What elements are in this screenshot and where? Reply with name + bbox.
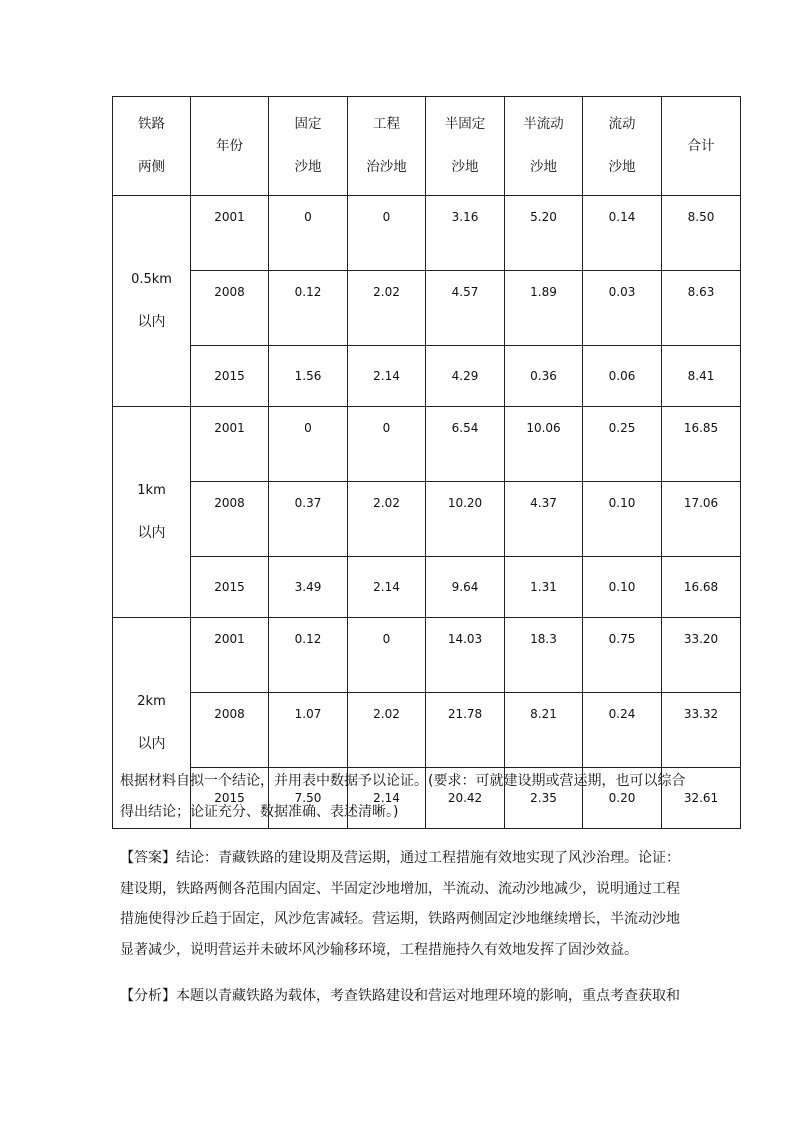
year-cell: 2015 [191, 557, 269, 618]
year-cell: 2008 [191, 693, 269, 768]
table-row [113, 557, 741, 618]
answer-paragraph [120, 843, 690, 965]
value-cell: 21.78 [426, 693, 505, 768]
column-header-text: 铁路 [138, 116, 165, 132]
region-label: 1km [137, 483, 166, 498]
region-cell [113, 196, 191, 407]
value-cell: 2.02 [348, 482, 426, 557]
value-cell: 7.50 [269, 768, 348, 829]
column-header [348, 97, 426, 196]
value-cell: 0.10 [583, 482, 662, 557]
value-cell: 3.16 [426, 196, 505, 271]
year-cell: 2001 [191, 618, 269, 693]
value-cell: 9.64 [426, 557, 505, 618]
value-cell: 0.12 [269, 271, 348, 346]
table-row [113, 196, 741, 271]
value-cell: 4.37 [505, 482, 583, 557]
region-label: 以内 [137, 736, 166, 752]
column-header-text: 工程 [373, 116, 400, 132]
value-cell: 3.49 [269, 557, 348, 618]
column-header [269, 97, 348, 196]
value-cell: 2.02 [348, 271, 426, 346]
value-cell: 0 [269, 407, 348, 482]
analysis-text: 本题以青藏铁路为载体，考查铁路建设和营运对地理环境的影响，重点考查获取和 [176, 988, 680, 1004]
value-cell: 17.06 [662, 482, 741, 557]
column-header-text: 合计 [687, 137, 715, 154]
value-cell: 1.31 [505, 557, 583, 618]
value-cell: 14.03 [426, 618, 505, 693]
value-cell: 0.12 [269, 618, 348, 693]
column-header-text: 年份 [216, 137, 243, 154]
region-label: 以内 [137, 314, 166, 330]
value-cell: 33.32 [662, 693, 741, 768]
column-header [426, 97, 505, 196]
table-row [113, 618, 741, 693]
year-cell: 2008 [191, 271, 269, 346]
column-header-text: 沙地 [451, 159, 479, 175]
value-cell: 0 [348, 196, 426, 271]
value-cell: 6.54 [426, 407, 505, 482]
value-cell: 0.03 [583, 271, 662, 346]
value-cell: 0 [348, 618, 426, 693]
value-cell: 0.10 [583, 557, 662, 618]
table-row [113, 482, 741, 557]
value-cell: 0.14 [583, 196, 662, 271]
value-cell: 8.50 [662, 196, 741, 271]
year-cell: 2008 [191, 482, 269, 557]
column-header-text: 两侧 [138, 159, 165, 175]
value-cell: 32.61 [662, 768, 741, 829]
value-cell: 2.14 [348, 768, 426, 829]
year-cell: 2001 [191, 196, 269, 271]
value-cell: 4.29 [426, 346, 505, 407]
value-cell: 0.37 [269, 482, 348, 557]
column-header [662, 97, 741, 196]
question-text: 根据材料自拟一个结论，并用表中数据予以论证。(要求：可就建设期或营运期，也可以综合得出结论；论证充分、数据准确、表述清晰。) [120, 773, 686, 820]
column-header-text: 治沙地 [366, 159, 407, 175]
value-cell: 2.14 [348, 346, 426, 407]
column-header-text: 沙地 [530, 159, 557, 175]
column-header-text: 沙地 [294, 159, 322, 175]
column-header [583, 97, 662, 196]
value-cell: 8.21 [505, 693, 583, 768]
value-cell: 5.20 [505, 196, 583, 271]
year-cell: 2015 [191, 768, 269, 829]
value-cell: 16.85 [662, 407, 741, 482]
column-header-text: 半固定 [444, 116, 486, 132]
value-cell: 1.89 [505, 271, 583, 346]
value-cell: 0.25 [583, 407, 662, 482]
value-cell: 4.57 [426, 271, 505, 346]
value-cell: 20.42 [426, 768, 505, 829]
value-cell: 10.20 [426, 482, 505, 557]
value-cell: 0.24 [583, 693, 662, 768]
value-cell: 10.06 [505, 407, 583, 482]
value-cell: 2.14 [348, 557, 426, 618]
value-cell: 8.63 [662, 271, 741, 346]
value-cell: 0 [348, 407, 426, 482]
answer-tag: 【答案】 [120, 850, 176, 866]
value-cell: 0.06 [583, 346, 662, 407]
value-cell: 2.02 [348, 693, 426, 768]
value-cell: 2.35 [505, 768, 583, 829]
region-label: 以内 [137, 525, 166, 541]
value-cell: 1.07 [269, 693, 348, 768]
value-cell: 0.75 [583, 618, 662, 693]
value-cell: 33.20 [662, 618, 741, 693]
column-header-text: 流动 [608, 116, 636, 132]
table-row [113, 346, 741, 407]
value-cell: 0.36 [505, 346, 583, 407]
column-header [191, 97, 269, 196]
table-header-row [113, 97, 741, 196]
column-header-text: 沙地 [608, 159, 636, 175]
analysis-tag: 【分析】 [120, 988, 176, 1004]
value-cell: 1.56 [269, 346, 348, 407]
region-label: 0.5km [131, 272, 172, 287]
region-label: 2km [137, 694, 166, 709]
column-header-text: 半流动 [523, 116, 564, 132]
column-header [505, 97, 583, 196]
table-row [113, 271, 741, 346]
value-cell: 0 [269, 196, 348, 271]
value-cell: 16.68 [662, 557, 741, 618]
column-header-text: 固定 [294, 116, 322, 132]
value-cell: 0.20 [583, 768, 662, 829]
value-cell: 18.3 [505, 618, 583, 693]
table-row [113, 407, 741, 482]
table-row [113, 693, 741, 768]
sand-land-table [112, 96, 741, 829]
analysis-paragraph [120, 981, 690, 1012]
column-header [113, 97, 191, 196]
year-cell: 2015 [191, 346, 269, 407]
region-cell [113, 407, 191, 618]
value-cell: 8.41 [662, 346, 741, 407]
year-cell: 2001 [191, 407, 269, 482]
answer-text: 结论：青藏铁路的建设期及营运期，通过工程措施有效地实现了风沙治理。论证：建设期，铁路两侧各范围内固定、半固定沙地增加，半流动、流动沙地减少，说明通过工程措施使得沙丘趋于固定，风沙危害减轻。营运期，铁路两侧固定沙地继续增长，半流动沙地显著减少，说明营运并未破坏风沙输移环境，工程措施持久有效地发挥了固沙效益。 [120, 850, 680, 958]
